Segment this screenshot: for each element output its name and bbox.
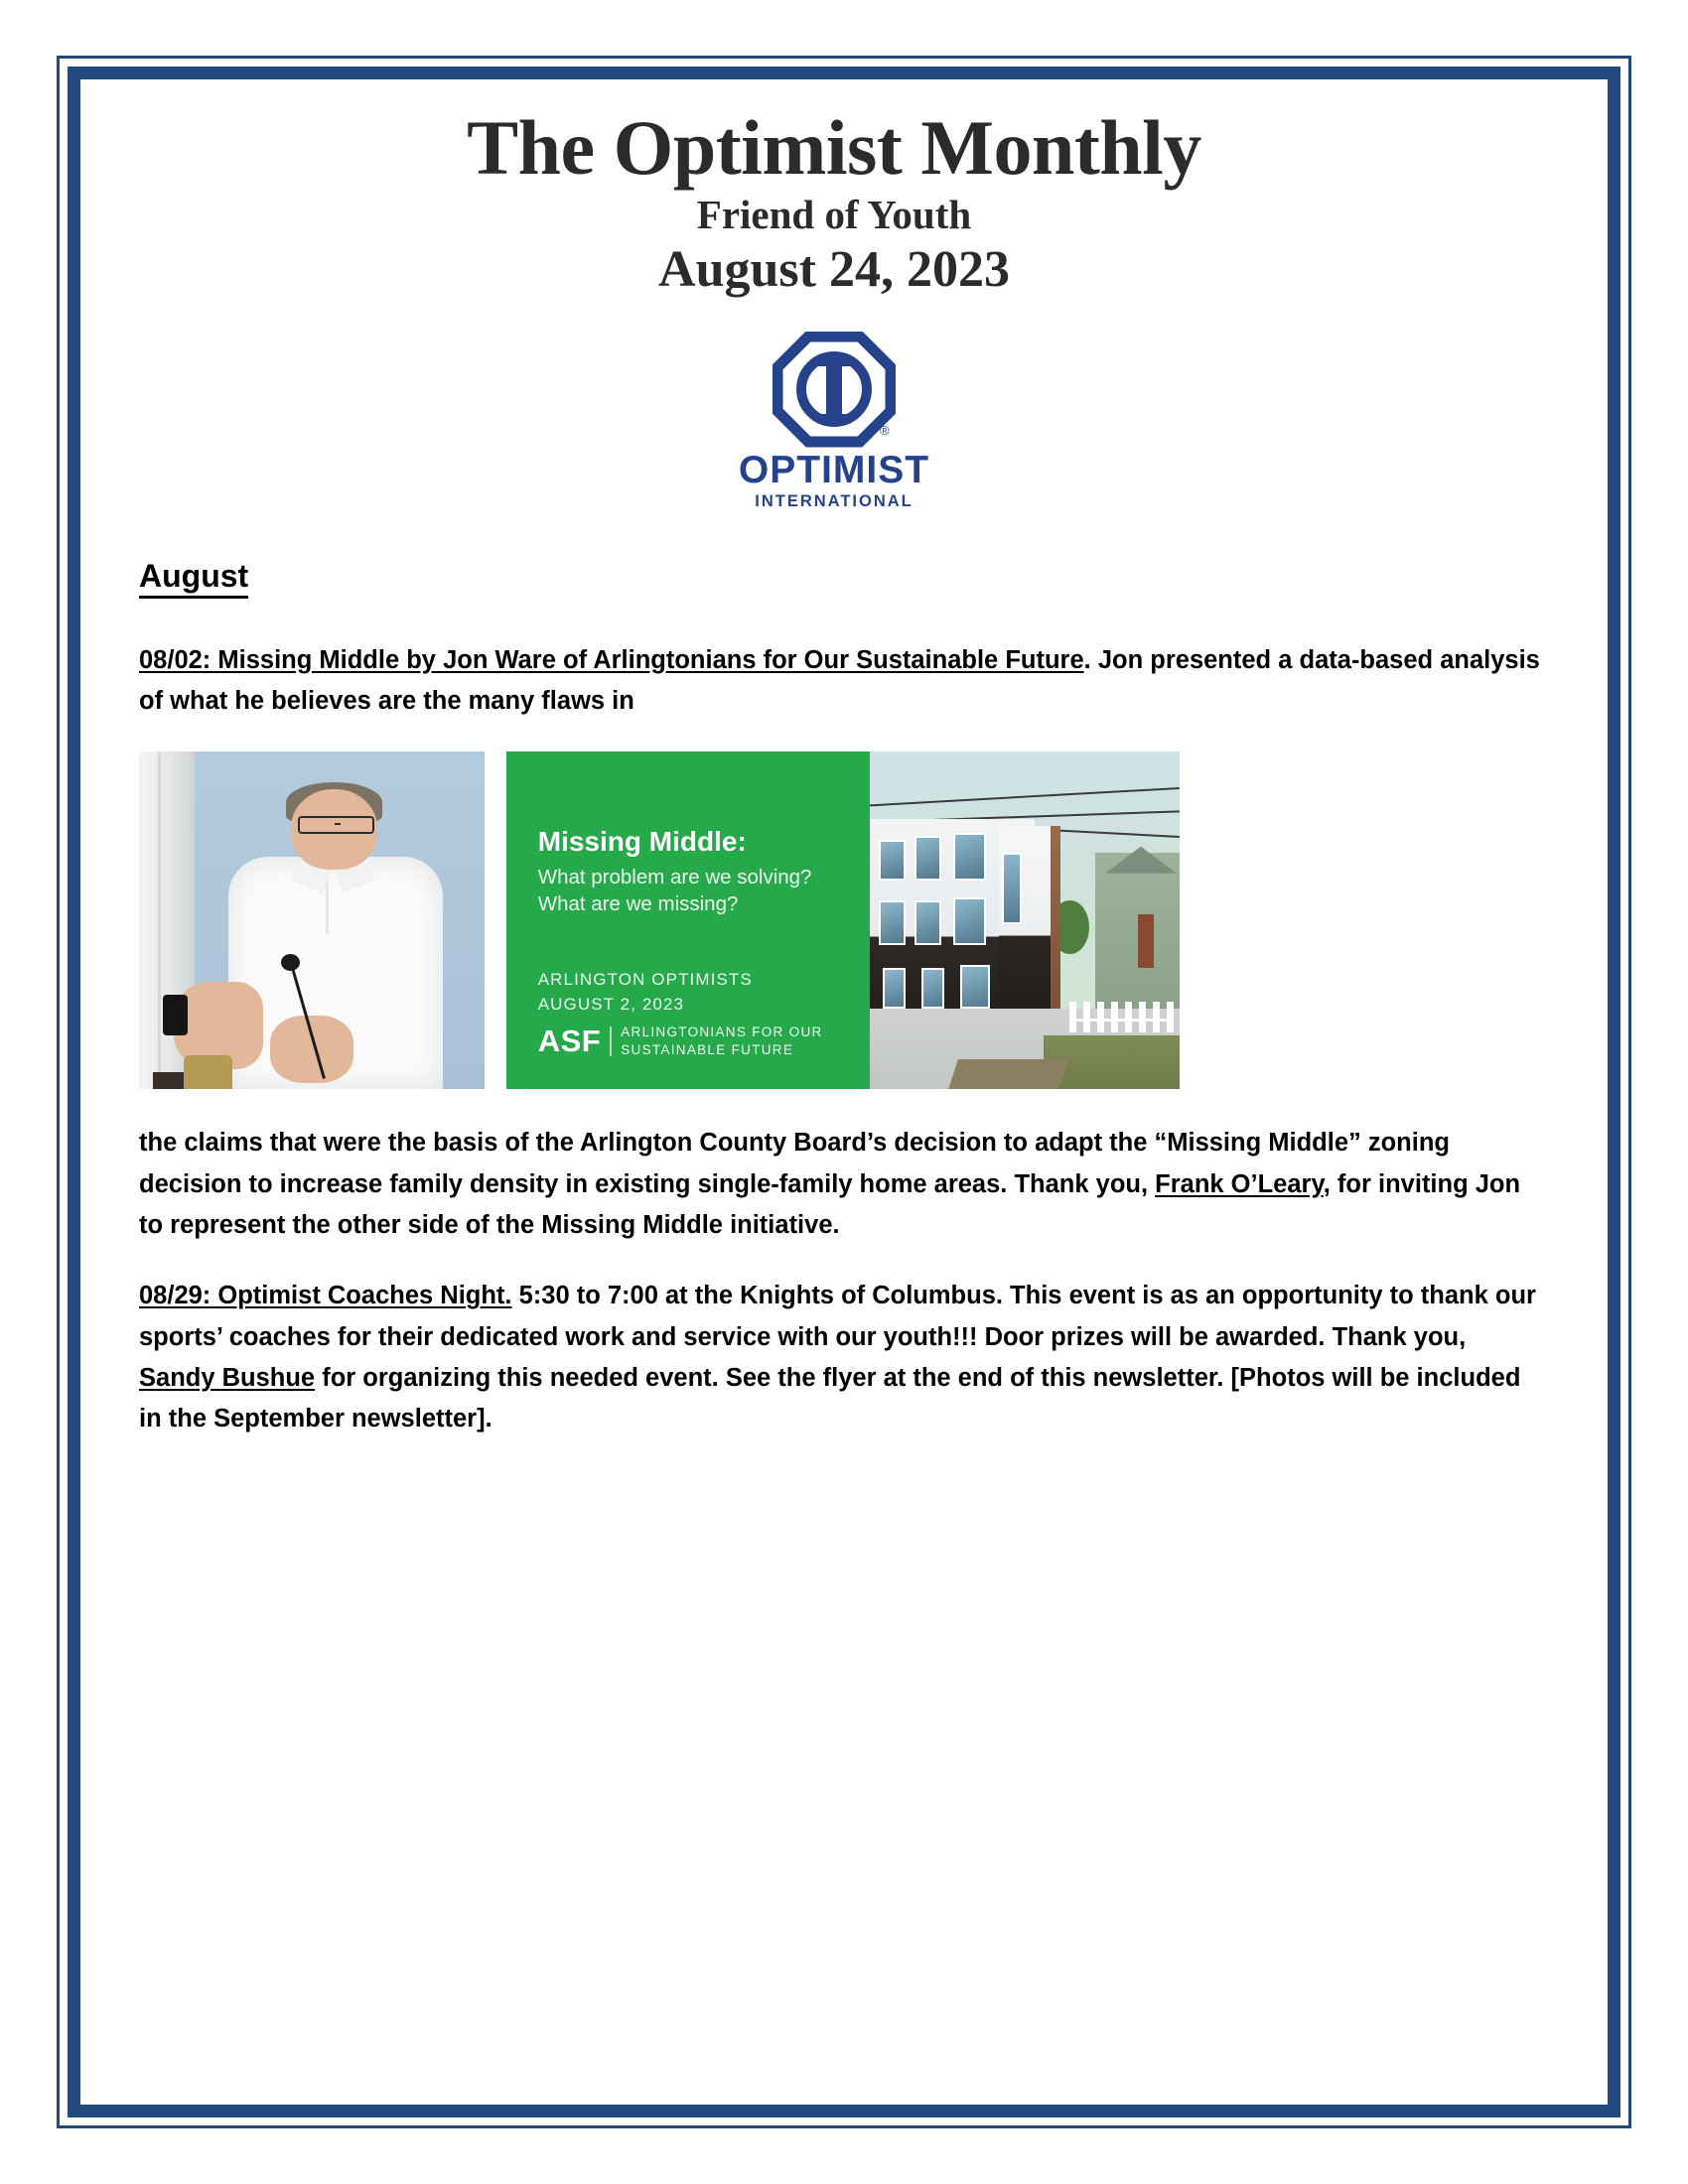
townhouse-neighbor-door (1138, 914, 1154, 968)
photo-podium-emblem (184, 1055, 232, 1089)
entry-1-intro-text: Jon presented a data-based analysis of what he believes are the many flaws in (139, 645, 1540, 716)
entry-1-image-row (139, 751, 1547, 1089)
entry-1-body-paragraph (139, 1123, 1547, 1246)
townhouse-window (1002, 853, 1022, 924)
photo-speaker-glasses (298, 816, 374, 834)
entry-1-body-text-2: , for inviting Jon to represent the other side of the Missing Middle initiative. (139, 1169, 1521, 1239)
presentation-slide-photo (506, 751, 1180, 1089)
slide-title: Missing Middle: (537, 826, 747, 858)
optimist-international-logo (731, 332, 937, 512)
photo-speaker-arm-right (270, 1016, 353, 1083)
entry-1-lead-period: . (1083, 645, 1091, 674)
logo-wordmark: OPTIMIST (738, 449, 930, 492)
slide-brand-fullname (621, 1024, 822, 1058)
slide-brand-lockup (538, 1024, 823, 1059)
page-content (119, 104, 1549, 1469)
townhouse-window (953, 833, 986, 881)
slide-date-line: AUGUST 2, 2023 (537, 994, 685, 1014)
photo-presentation-clicker (163, 995, 187, 1035)
slide-brand-divider (610, 1026, 612, 1056)
townhouse-window (883, 968, 907, 1009)
entry-1-lead-underlined: 08/02: Missing Middle by Jon Ware of Arlingtonians for Our Sustainable Future (139, 645, 1084, 674)
slide-question-2: What are we missing? (537, 891, 739, 915)
townhouse-window (914, 836, 941, 881)
townhouse-window (921, 968, 945, 1009)
slide-meta-block (538, 968, 753, 1017)
missing-middle-townhouse-photo (857, 751, 1180, 1089)
entry-1-lead-paragraph (139, 640, 1547, 723)
slide-green-panel (506, 751, 857, 1089)
masthead (119, 104, 1549, 299)
townhouse-window (960, 965, 990, 1010)
newsletter-title: The Optimist Monthly (467, 104, 1201, 191)
logo-container (119, 332, 1549, 512)
newsletter-body (119, 558, 1549, 1439)
townhouse-picket-fence (1069, 1002, 1173, 1032)
newsletter-subtitle: Friend of Youth (696, 192, 972, 237)
entry-2-person-name: Sandy Bushue (139, 1363, 316, 1392)
slide-text-block (538, 826, 839, 917)
slide-brand-abbrev: ASF (537, 1023, 602, 1058)
townhouse-window (914, 900, 941, 945)
optimist-octagon-icon (731, 332, 937, 449)
month-heading: August (139, 558, 248, 599)
entry-1-body-text-1: the claims that were the basis of the Arlington County Board’s decision to adapt the “Missing Middle” zoning decision to increase family density in existing single-family home areas. Thank you, (139, 1129, 1450, 1198)
townhouse-mulch-bed (948, 1059, 1068, 1090)
slide-brand-fullname-line-1: ARLINGTONIANS FOR OUR (621, 1024, 823, 1040)
townhouse-fence-rail (1069, 1019, 1173, 1022)
slide-org-line: ARLINGTON OPTIMISTS (537, 970, 753, 989)
entry-2-lead-underlined: 08/29: Optimist Coaches Night. (139, 1282, 512, 1310)
townhouse-window (879, 840, 906, 881)
logo-sub-wordmark: INTERNATIONAL (755, 492, 914, 511)
entry-2-text-1: 5:30 to 7:00 at the Knights of Columbus. This event is as an opportunity to thank our sports’ coaches for their dedicated work and service with our youth!!! Door prizes will be awarded. Thank you, (139, 1282, 1536, 1351)
entry-1-person-name: Frank O’Leary (1155, 1169, 1324, 1198)
jon-ware-speaking-photo (139, 751, 485, 1089)
entry-2-text-2: for organizing this needed event. See the flyer at the end of this newsletter. [Photos will be included in the September newsletter]. (139, 1363, 1521, 1433)
photo-shirt-placket (326, 881, 329, 934)
newsletter-date: August 24, 2023 (658, 241, 1010, 299)
townhouse-window (879, 900, 906, 945)
townhouse-window (953, 897, 986, 945)
entry-2-paragraph (139, 1276, 1547, 1439)
slide-brand-fullname-line-2: SUSTAINABLE FUTURE (621, 1041, 794, 1057)
slide-question-1: What problem are we solving? (537, 866, 812, 889)
slide-edge-green-strip (857, 751, 870, 1089)
svg-text:®: ® (880, 423, 890, 439)
